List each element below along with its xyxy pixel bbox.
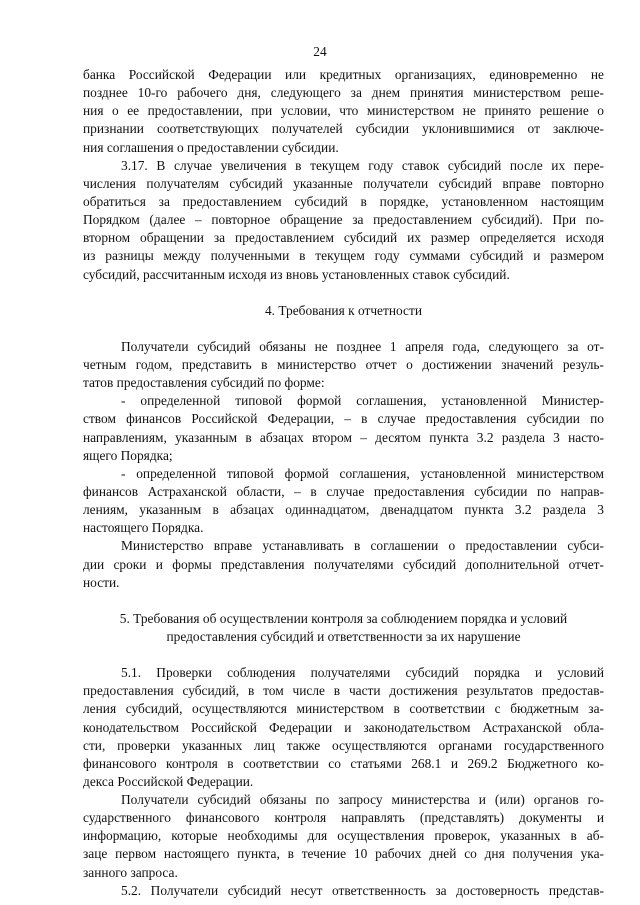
text-line: финансового контроля в соответствии со статьями 268.1 и 269.2 Бюджетного ко- <box>83 755 604 771</box>
section-heading: 5. Требования об осуществлении контроля за соблюдением порядка и условий <box>119 610 568 626</box>
text-line: информацию, которые необходимы для осуществления проверок, указанных в аб- <box>83 828 604 844</box>
section-heading: 4. Требования к отчетности <box>264 302 423 318</box>
text-line: ления субсидий, осуществляются министерством в соответствии с бюджетным за- <box>83 701 604 717</box>
paragraph-gap <box>83 592 604 610</box>
text-line: банка Российской Федерации или кредитных организациях, единовременно не <box>83 67 604 82</box>
text-line: конодательством Российской Федерации и законодательством Астраханской обла- <box>83 719 604 735</box>
text-line: - определенной типовой формой соглашения, установленной министерством <box>121 465 604 481</box>
text-line: 5.1. Проверки соблюдения получателями субсидий порядка и условий <box>121 665 604 681</box>
text-line: Министерство вправе устанавливать в соглашении о предоставлении субси- <box>121 538 604 554</box>
document-body <box>83 66 604 900</box>
text-line: 3.17. В случае увеличения в текущем году ставок субсидий после их пере- <box>121 157 604 173</box>
text-line: направлениям, указанным в абзацах втором – десятом пункта 3.2 раздела 3 насто- <box>83 429 604 445</box>
text-line: ности. <box>83 574 120 590</box>
text-line: Порядком (далее – повторное обращение за предоставлением субсидий). При по- <box>83 212 604 228</box>
paragraph-gap <box>83 284 604 302</box>
text-line: ящего Порядка; <box>83 447 173 463</box>
text-line: вторном обращении за предоставлением субсидий их размер определяется исходя <box>83 230 604 246</box>
text-line: заце первом настоящего пункта, в течение 10 рабочих дней со дня получения ука- <box>83 846 604 862</box>
text-line: предоставления субсидий, в том числе в части достижения результатов предостав- <box>83 683 604 699</box>
text-line: четным годом, представить в министерство отчет о достижении значений резуль- <box>83 356 604 372</box>
paragraph-gap <box>83 646 604 664</box>
text-line: дии сроки и формы представления получателями субсидий дополнительной отчет- <box>83 556 604 572</box>
text-line: татов предоставления субсидий по форме: <box>83 375 325 391</box>
text-line: субсидий, рассчитанным исходя из вновь установленных ставок субсидий. <box>83 266 510 282</box>
text-line: числения получателям субсидий указанные получатели субсидий вправе повторно <box>83 175 604 191</box>
paragraph-gap <box>83 320 604 338</box>
page-number: 24 <box>313 44 327 59</box>
text-line: сти, проверки указанных лиц также осуществляются органами государственного <box>83 737 604 753</box>
text-line: Получатели субсидий обязаны не позднее 1 апреля года, следующего за от- <box>121 338 604 354</box>
text-line: лениям, указанным в абзацах одиннадцатом, двенадцатом пункта 3.2 раздела 3 <box>83 502 604 518</box>
text-line: декса Российской Федерации. <box>83 773 254 789</box>
text-line: занного запроса. <box>83 864 178 880</box>
text-line: ством финансов Российской Федерации, – в случае предоставления субсидии по <box>83 411 604 427</box>
text-line: ния о ее предоставлении, при условии, что министерством не принято решение о <box>83 103 604 119</box>
text-line: ния соглашения о предоставлении субсидии. <box>83 139 339 155</box>
text-line: сударственного финансового контроля направлять (представлять) документы и <box>83 810 604 826</box>
text-line: - определенной типовой формой соглашения, установленной Министер- <box>121 393 604 409</box>
text-line: 5.2. Получатели субсидий несут ответственность за достоверность представ- <box>121 882 604 898</box>
text-line: из разницы между полученными в текущем году суммами субсидий и размером <box>83 248 604 264</box>
text-line: признании соответствующих получателей субсидии уклонившимися от заключе- <box>83 121 604 137</box>
text-line: обратиться за предоставлением субсидий в порядке, установленном настоящим <box>83 193 604 209</box>
text-line: настоящего Порядка. <box>83 520 204 536</box>
text-line: Получатели субсидий обязаны по запросу министерства и (или) органов го- <box>121 792 604 808</box>
text-line: позднее 10-го рабочего дня, следующего за днем принятия министерством реше- <box>83 85 604 101</box>
section-heading: предоставления субсидий и ответственности за их нарушение <box>166 628 521 644</box>
text-line: финансов Астраханской области, – в случае предоставления субсидии по направ- <box>83 483 604 499</box>
